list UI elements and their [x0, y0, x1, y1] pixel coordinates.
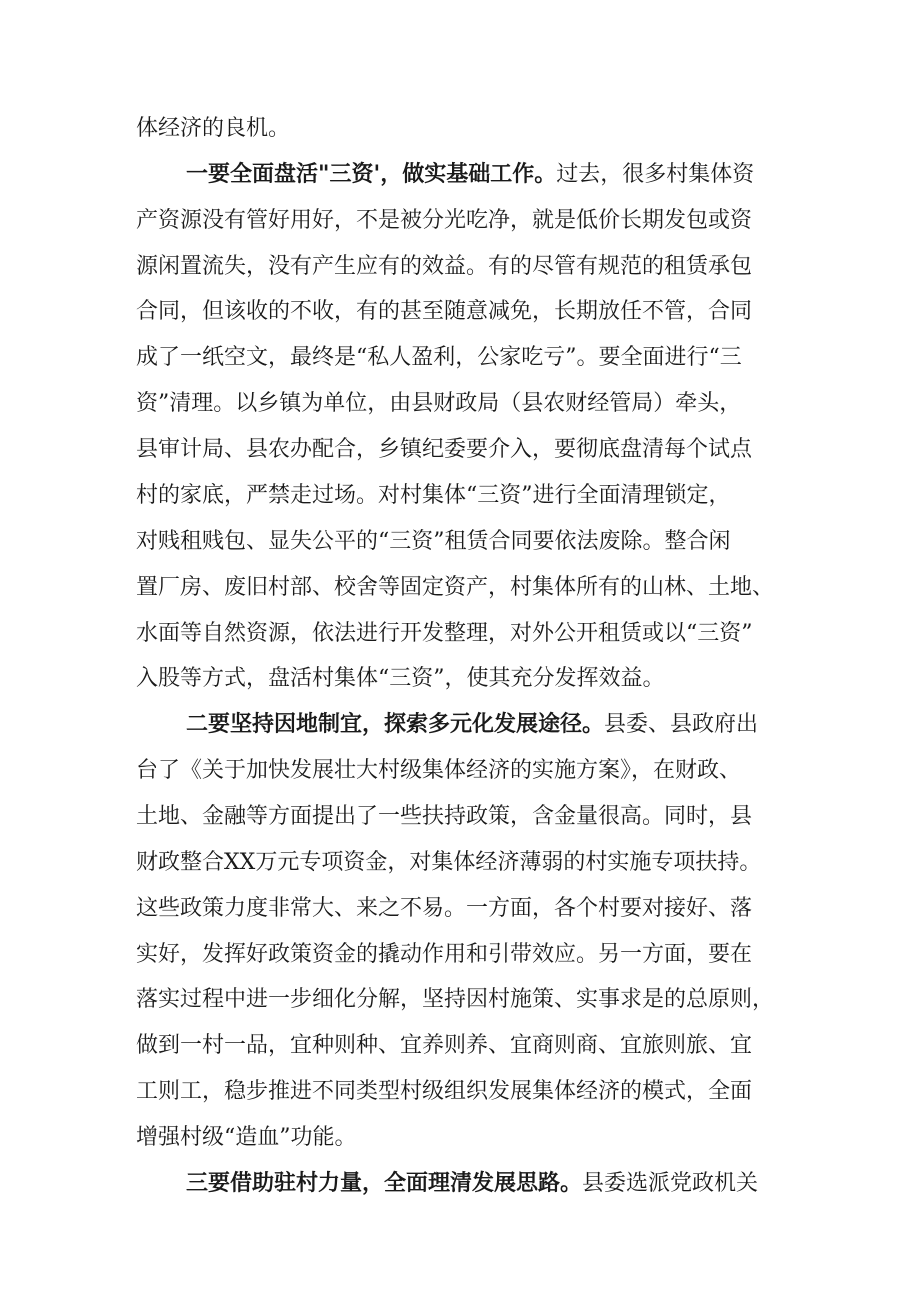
paragraph-heading: 一要全面盘活"三资'，做实基础工作。 — [186, 162, 557, 187]
text-line: 入股等方式，盘活村集体“三资”，使其充分发挥效益。 — [136, 666, 665, 691]
paragraph-heading-line: 三要借助驻村力量，全面理清发展思路。县委选派党政机关 — [186, 1171, 759, 1196]
text-line: 落实过程中进一步细化分解，坚持因村施策、实事求是的总原则， — [136, 987, 775, 1012]
text-line: 对贱租贱包、显失公平的“三资”租赁合同要依法废除。整合闲 — [136, 529, 731, 554]
text-line: 村的家底，严禁走过场。对村集体“三资”进行全面清理锁定， — [136, 483, 731, 508]
text-line: 资”清理。以乡镇为单位，由县财政局（县农财经管局）牵头， — [136, 391, 742, 416]
text-line: 水面等自然资源，依法进行开发整理，对外公开租赁或以“三资” — [136, 621, 753, 646]
text-line: 县审计局、县农办配合，乡镇纪委要介入，要彻底盘清每个试点 — [136, 437, 753, 462]
text-line: 产资源没有管好用好，不是被分光吃净，就是低价长期发包或资 — [136, 208, 753, 233]
text-line: 源闲置流失，没有产生应有的效益。有的尽管有规范的租赁承包 — [136, 254, 753, 279]
text-line: 成了一纸空文，最终是“私人盈利，公家吃亏”。要全面进行“三 — [136, 345, 742, 370]
text-line: 土地、金融等方面提出了一些扶持政策，含金量很高。同时，县 — [136, 804, 753, 829]
text-line: 体经济的良机。 — [136, 116, 291, 141]
paragraph-heading-line: 一要全面盘活"三资'，做实基础工作。过去，很多村集体资 — [186, 162, 755, 187]
text-line: 增强村级“造血”功能。 — [136, 1125, 357, 1150]
paragraph-heading: 三要借助驻村力量，全面理清发展思路。 — [186, 1171, 583, 1196]
text-line: 财政整合XX万元专项资金，对集体经济薄弱的村实施专项扶持。 — [136, 850, 762, 875]
text-line: 做到一村一品，宜种则种、宜养则养、宜商则商、宜旅则旅、宜 — [136, 1033, 753, 1058]
text-line: 工则工，稳步推进不同类型村级组织发展集体经济的模式，全面 — [136, 1079, 753, 1104]
paragraph-heading-line: 二要坚持因地制宜，探索多元化发展途径。县委、县政府出 — [186, 712, 759, 737]
text-line: 台了《关于加快发展壮大村级集体经济的实施方案》，在财政、 — [136, 758, 742, 783]
text-line: 实好，发挥好政策资金的撬动作用和引带效应。另一方面，要在 — [136, 942, 753, 967]
text-line: 这些政策力度非常大、来之不易。一方面，各个村要对接好、落 — [136, 896, 753, 921]
paragraph-heading: 二要坚持因地制宜，探索多元化发展途径。 — [186, 712, 605, 737]
text-line: 置厂房、废旧村部、校舍等固定资产，村集体所有的山林、土地、 — [136, 575, 775, 600]
text-line: 合同，但该收的不收，有的甚至随意减免，长期放任不管，合同 — [136, 299, 753, 324]
